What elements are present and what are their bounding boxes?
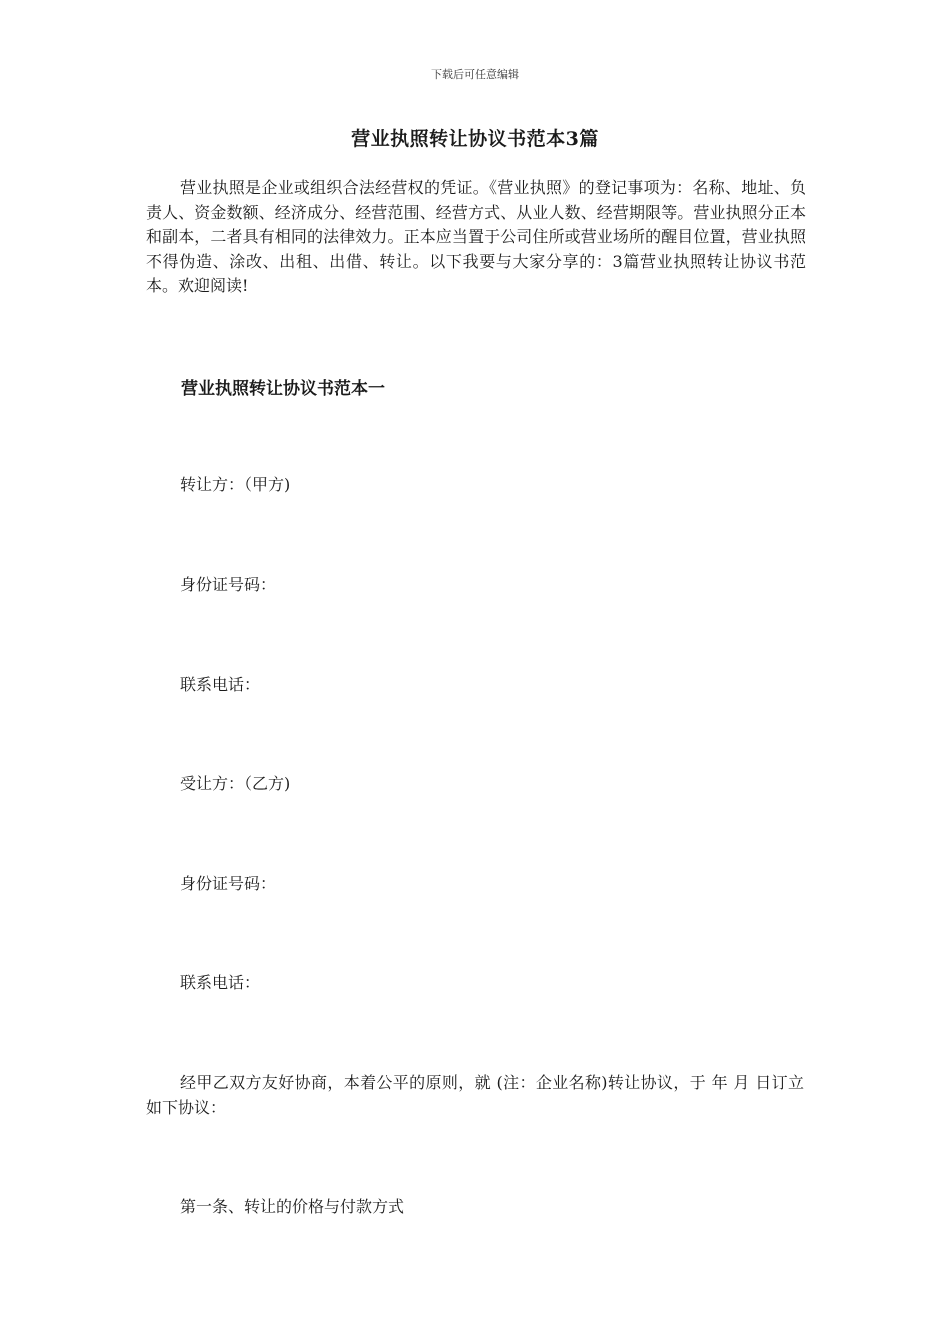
transferor-id-line: 身份证号码： xyxy=(180,575,277,594)
transferee-id-line: 身份证号码： xyxy=(180,874,277,893)
transferee-phone-line: 联系电话： xyxy=(180,973,261,992)
transferor-phone-line: 联系电话： xyxy=(180,675,261,694)
transferor-line: 转让方：（甲方) xyxy=(180,475,291,494)
document-title: 营业执照转让协议书范本3篇 xyxy=(351,128,599,150)
header-note: 下载后可任意编辑 xyxy=(431,68,519,81)
transferee-line: 受让方：（乙方) xyxy=(180,774,291,793)
intro-paragraph: 营业执照是企业或组织合法经营权的凭证。《营业执照》的登记事项为：名称、地址、负责人、资金数额、经济成分、经营范围、经营方式、从业人数、经营期限等。营业执照分正本和副本，二者具有相同的法律效力。正本应当置于公司住所或营业场所的醒目位置，营业执照不得伪造、涂改、出租、出借、转让。以下我要与大家分享的：3篇营业执照转让协议书范本。欢迎阅读! xyxy=(146,178,806,295)
agreement-paragraph: 经甲乙双方友好协商，本着公平的原则，就 (注：企业名称)转让协议，于 年 月 日订立如下协议： xyxy=(146,1073,804,1117)
article-one-heading: 第一条、转让的价格与付款方式 xyxy=(180,1197,405,1216)
section-title: 营业执照转让协议书范本一 xyxy=(181,379,385,399)
